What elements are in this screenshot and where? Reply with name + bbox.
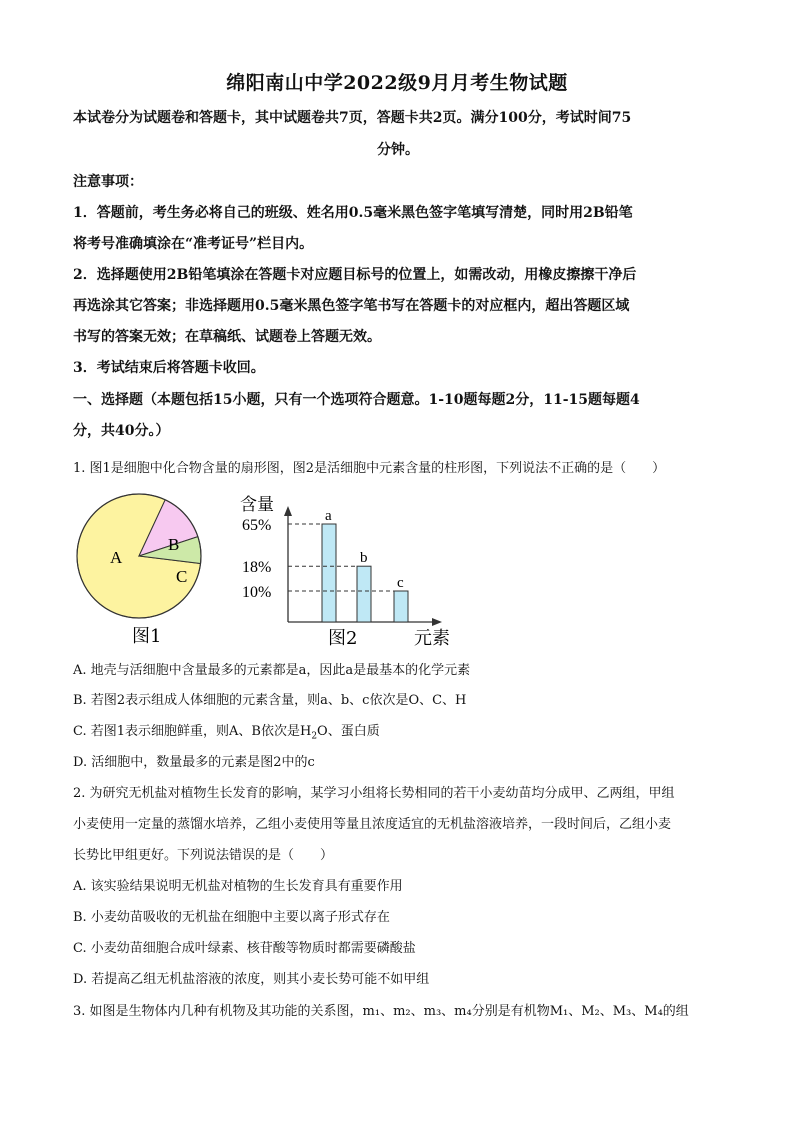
- figure-2-caption: 图2: [328, 628, 358, 649]
- figure-2-bar-chart: [228, 486, 460, 652]
- q1-option-a[interactable]: A. 地壳与活细胞中含量最多的元素都是a，因此a是最基本的化学元素: [73, 663, 471, 678]
- note-2-line-2: 再选涂其它答案；非选择题用0.5毫米黑色签字笔书写在答题卡的对应框内，超出答题区域: [73, 298, 630, 314]
- y-axis-arrow-icon: [284, 506, 292, 516]
- q2-option-a[interactable]: A. 该实验结果说明无机盐对植物的生长发育具有重要作用: [73, 879, 403, 894]
- note-2-line-3: 书写的答案无效；在草稿纸、试题卷上答题无效。: [73, 329, 381, 345]
- question-1-stem: 1. 图1是细胞中化合物含量的扇形图，图2是活细胞中元素含量的柱形图，下列说法不正确的是（ ）: [73, 461, 666, 476]
- bar-label-a: a: [325, 508, 332, 524]
- chart-x-axis-label: 元素: [414, 628, 450, 649]
- bar-label-b: b: [360, 550, 368, 567]
- figure-1-pie: [72, 492, 212, 652]
- figure-1-caption: 图1: [132, 626, 162, 647]
- pie-label-c: C: [176, 567, 188, 586]
- q2-option-c[interactable]: C. 小麦幼苗细胞合成叶绿素、核苷酸等物质时都需要磷酸盐: [73, 941, 416, 956]
- pie-label-a: A: [110, 548, 123, 567]
- q1-option-c-text: C. 若图1表示细胞鲜重，则A、B依次是H: [73, 724, 312, 739]
- intro-line-2: 分钟。: [377, 142, 419, 158]
- notes-heading: 注意事项：: [73, 174, 143, 190]
- y-tick-label-a: 65%: [242, 517, 272, 534]
- y-tick-label-b: 18%: [242, 559, 272, 577]
- bar-b: [357, 566, 371, 622]
- q1-option-d[interactable]: D. 活细胞中，数量最多的元素是图2中的c: [73, 755, 315, 770]
- note-1-line-2: 将考号准确填涂在“准考证号”栏目内。: [73, 236, 314, 252]
- q1-option-b[interactable]: B. 若图2表示组成人体细胞的元素含量，则a、b、c依次是O、C、H: [73, 693, 467, 708]
- note-1-line-1: 1．答题前，考生务必将自己的班级、姓名用0.5毫米黑色签字笔填写清楚，同时用2B铅笔: [73, 205, 633, 221]
- note-2-line-1: 2．选择题使用2B铅笔填涂在答题卡对应题目标号的位置上，如需改动，用橡皮擦擦干净后: [73, 267, 637, 283]
- question-2-stem-line-2: 小麦使用一定量的蒸馏水培养，乙组小麦使用等量且浓度适宜的无机盐溶液培养，一段时间后，乙组小麦: [73, 817, 672, 832]
- q1-option-c-text-end: O、蛋白质: [317, 724, 380, 739]
- q1-option-c[interactable]: [73, 722, 723, 747]
- intro-line-1: 本试卷分为试题卷和答题卡，其中试题卷共7页，答题卡共2页。满分100分，考试时间75: [73, 110, 632, 126]
- q2-option-d[interactable]: D. 若提高乙组无机盐溶液的浓度，则其小麦长势可能不如甲组: [73, 972, 430, 987]
- x-axis-arrow-icon: [432, 618, 442, 626]
- note-3: 3．考试结束后将答题卡收回。: [73, 360, 265, 376]
- page-title: 绵阳南山中学2022级9月月考生物试题: [226, 72, 568, 94]
- question-2-stem-line-3: 长势比甲组更好。下列说法错误的是（ ）: [73, 848, 334, 863]
- pie-label-b: B: [168, 535, 180, 554]
- question-2-stem-line-1: 2. 为研究无机盐对植物生长发育的影响，某学习小组将长势相同的若干小麦幼苗均分成甲、乙两组，甲组: [73, 786, 675, 801]
- question-3-stem: 3. 如图是生物体内几种有机物及其功能的关系图，m₁、m₂、m₃、m₄分别是有机物M₁、M₂、M₃、M₄的组: [73, 1004, 689, 1019]
- y-tick-label-c: 10%: [242, 584, 272, 601]
- bar-a: [322, 524, 336, 622]
- section-1-line-2: 分，共40分。）: [73, 423, 170, 439]
- q1-option-c-subscript: 2: [311, 731, 318, 742]
- section-1-line-1: 一、选择题（本题包括15小题，只有一个选项符合题意。1-10题每题2分，11-15题每题4: [73, 392, 640, 408]
- bar-label-c: c: [397, 575, 404, 591]
- bar-c: [394, 591, 408, 622]
- q2-option-b[interactable]: B. 小麦幼苗吸收的无机盐在细胞中主要以离子形式存在: [73, 910, 390, 925]
- chart-y-axis-label: 含量: [240, 495, 274, 515]
